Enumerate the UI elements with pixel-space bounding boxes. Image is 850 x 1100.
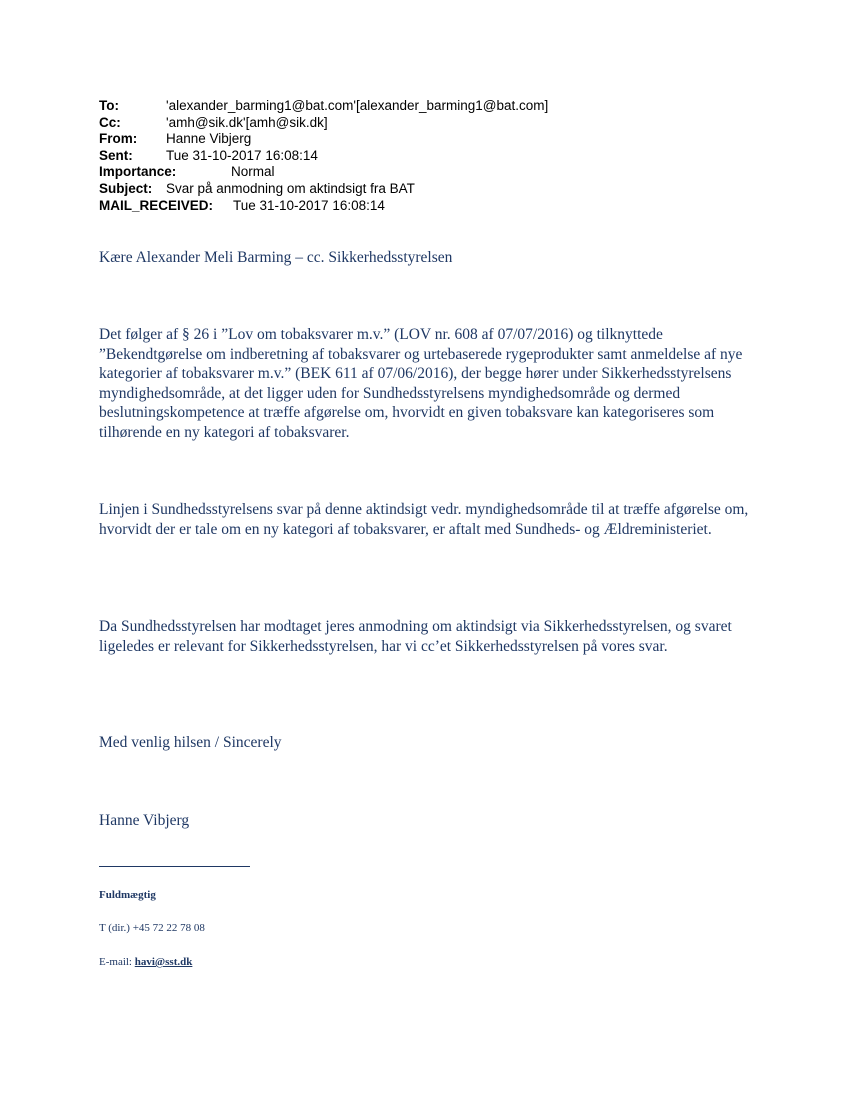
signature-name: Hanne Vibjerg <box>99 812 190 829</box>
sent-label: Sent: <box>99 147 133 163</box>
header-mail-received <box>99 198 548 215</box>
paragraph-1: Det følger af § 26 i ”Lov om tobaksvarer m.v.” (LOV nr. 608 af 07/07/2016) og tilknyttede ”Bekendtgørelse om indberetning af tobaksvarer og urtebaserede rygeprodukter samt anmeldelse af nye kategorier af tobaksvarer m.v.” (BEK 611 af 07/06/2016), der begge hører under Sikkerhedsstyrelsens myndighedsområde, at det ligger uden for Sundhedsstyrelsens myndighedsområde og dermed beslutningskompetence at træffe afgørelse om, hvorvidt en given tobaksvare kan kategoriseres som tilhørende en ny kategori af tobaksvarer. <box>99 326 743 441</box>
header-from <box>99 131 548 148</box>
from-label: From: <box>99 131 138 147</box>
header-importance <box>99 164 548 181</box>
email-link[interactable]: havi@sst.dk <box>134 956 193 968</box>
signature-phone: T (dir.) +45 72 22 78 08 <box>99 922 205 934</box>
importance-value: Normal <box>231 164 275 180</box>
greeting: Kære Alexander Meli Barming – cc. Sikkerhedsstyrelsen <box>99 249 453 266</box>
signature-title: Fuldmægtig <box>99 889 156 901</box>
header-sent <box>99 148 548 165</box>
email-label: E-mail: <box>99 956 135 968</box>
to-label: To: <box>99 98 119 113</box>
to-value: 'alexander_barming1@bat.com'[alexander_barming1@bat.com] <box>166 98 549 113</box>
header-to <box>99 98 548 115</box>
importance-label: Importance: <box>99 164 177 180</box>
mail-received-label: MAIL_RECEIVED: <box>99 197 214 213</box>
signature-divider <box>99 866 250 867</box>
header-subject <box>99 181 548 198</box>
sent-value: Tue 31-10-2017 16:08:14 <box>166 147 318 163</box>
email-header-block <box>99 98 548 214</box>
closing: Med venlig hilsen / Sincerely <box>99 734 282 751</box>
cc-value: 'amh@sik.dk'[amh@sik.dk] <box>166 114 328 130</box>
paragraph-3: Da Sundhedsstyrelsen har modtaget jeres anmodning om aktindsigt via Sikkerhedsstyrelsen, og svaret ligeledes er relevant for Sikkerhedsstyrelsen, har vi cc’et Sikkerhedsstyrelsen på vores svar. <box>99 618 732 655</box>
mail-received-value: Tue 31-10-2017 16:08:14 <box>233 197 385 213</box>
header-cc <box>99 115 548 132</box>
subject-label: Subject: <box>99 180 153 196</box>
subject-value: Svar på anmodning om aktindsigt fra BAT <box>166 180 415 196</box>
cc-label: Cc: <box>99 114 121 130</box>
paragraph-2: Linjen i Sundhedsstyrelsens svar på denne aktindsigt vedr. myndighedsområde til at træffe afgørelse om, hvorvidt der er tale om en ny kategori af tobaksvarer, er aftalt med Sundheds- og Ældreministeriet. <box>99 501 749 538</box>
signature-email-line <box>99 956 192 968</box>
from-value: Hanne Vibjerg <box>166 131 252 147</box>
